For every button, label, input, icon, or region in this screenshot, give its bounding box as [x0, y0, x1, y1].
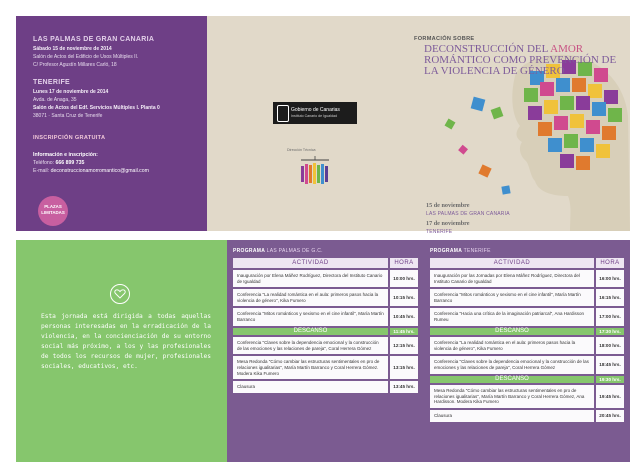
activity-cell: Inauguración por las Jornadas por Elena Máñez Rodríguez, Directora del Instituto Canario de Igualdad: [430, 270, 594, 287]
place-2: TENERIFE: [426, 229, 453, 235]
activity-cell: Conferencia "Mitos románticos y sexismo en el cine infantil", María Martín Barranco: [430, 289, 594, 306]
time-cell: 18:45 hrs.: [596, 356, 624, 373]
col-activity: ACTIVIDAD: [430, 258, 594, 268]
logo-panel: [207, 16, 420, 231]
activity-cell: DESCANSO: [430, 376, 594, 384]
table-row: [233, 270, 418, 287]
date-tenerife: Lunes 17 de noviembre de 2014: [33, 89, 109, 95]
time-cell: 20:45 hrs.: [596, 410, 624, 422]
activity-cell: Mesa Redonda "Cómo cambiar las estructuras sentimentales en pro de relaciones igualitarias", María Martín Barranco y Coral Herrera Gómez, Ana Hardisson. Modera Kika Fumero: [430, 385, 594, 408]
activity-cell: Clausura: [430, 410, 594, 422]
activity-cell: Conferencia "Mitos románticos y sexismo en el cine infantil", María Martín Barranco: [233, 308, 388, 325]
table-row: [233, 356, 418, 379]
phone-label: Teléfono:: [33, 160, 55, 166]
program-table: [430, 258, 624, 424]
table-header: [233, 258, 418, 268]
limited-seats-badge: [38, 196, 68, 226]
city-las-palmas: LAS PALMAS DE GRAN CANARIA: [33, 36, 155, 43]
program-heading: [430, 248, 491, 254]
time-cell: 16:00 hrs.: [596, 270, 624, 287]
activity-cell: Clausura: [233, 381, 388, 393]
government-logo: [273, 102, 357, 124]
activity-cell: DESCANSO: [233, 328, 388, 336]
badge-line-2: LIMITADAS: [41, 210, 65, 215]
activity-cell: Conferencia "La realidad romántica en el aula: primeros pasos hacia la violencia de género", Kika Fumero: [233, 289, 388, 306]
break-row: [233, 328, 418, 336]
time-cell: 13:45 hrs.: [390, 381, 418, 393]
table-row: [430, 308, 624, 325]
program-panel-las-palmas: [227, 240, 424, 462]
cover-panel: [414, 16, 630, 235]
table-row: [430, 337, 624, 354]
logo-subtitle: Instituto Canario de Igualdad: [291, 114, 337, 118]
table-row: [430, 410, 624, 422]
table-row: [430, 289, 624, 306]
title-highlight: AMOR: [550, 43, 584, 55]
phone-number[interactable]: 666 899 735: [55, 160, 85, 166]
info-panel: [16, 16, 207, 231]
program-label: PROGRAMA: [233, 248, 265, 254]
time-cell: 19:30 hrs.: [596, 376, 624, 384]
table-row: [430, 385, 624, 408]
inscription-title: INSCRIPCIÓN GRATUITA: [33, 135, 106, 141]
email-link[interactable]: deconstruccionamorromantico@gmail.com: [50, 168, 149, 174]
table-row: [233, 381, 418, 393]
break-row: [430, 328, 624, 336]
table-header: [430, 258, 624, 268]
program-table: [233, 258, 418, 395]
program-city: TENERIFE: [463, 248, 491, 254]
break-row: [430, 376, 624, 384]
intro-panel: [16, 240, 227, 462]
logo-title: Gobierno de Canarias: [291, 107, 340, 113]
table-row: [430, 356, 624, 373]
emblem-icon: [277, 105, 289, 122]
place-1: LAS PALMAS DE GRAN CANARIA: [426, 211, 510, 217]
time-cell: 10:45 hrs.: [390, 308, 418, 325]
activity-cell: Conferencia "Claves sobre la dependencia emocional y la construcción de las emociones y las relaciones de pareja", Coral Herrera Gómez: [233, 337, 388, 354]
email-label: E-mail:: [33, 168, 50, 174]
table-row: [233, 337, 418, 354]
table-body: [233, 270, 418, 393]
time-cell: 13:15 hrs.: [390, 356, 418, 379]
table-row: [233, 289, 418, 306]
phone-row: [33, 159, 195, 167]
col-time: HORA: [596, 258, 624, 268]
activity-cell: Conferencia "Hacia una crítica de la imaginación patriarcal", Ana Hardisson Rumeu: [430, 308, 594, 325]
date-1: 15 de noviembre: [426, 202, 470, 209]
program-label: PROGRAMA: [430, 248, 462, 254]
program-city: LAS PALMAS DE G.C.: [266, 248, 323, 254]
title-part-2: ROMÁNTICO COMO PREVENCIÓN DE LA VIOLENCIA DE GÉNERO: [424, 54, 617, 77]
time-cell: 10:00 hrs.: [390, 270, 418, 287]
technical-direction-label: Dirección Técnica: [287, 148, 316, 152]
time-cell: 17:30 hrs.: [596, 328, 624, 336]
badge-line-1: PLAZAS: [44, 204, 62, 209]
program-heading: [233, 248, 323, 254]
postal-tenerife: 38071 · Santa Cruz de Tenerife: [33, 113, 103, 119]
intro-text: Esta jornada está dirigida a todas aquellas personas interesadas en la erradicación de la violencia, en la concienciación de su entorno social más próximo, a los y las profesionales de todos los recursos de mujer, profesionales sociales, educativos, etc.: [41, 313, 211, 370]
info-label: Información e inscripción:: [33, 152, 98, 158]
col-activity: ACTIVIDAD: [233, 258, 388, 268]
time-cell: 11:45 hrs.: [390, 328, 418, 336]
table-row: [233, 308, 418, 325]
time-cell: 12:15 hrs.: [390, 337, 418, 354]
mobile-hanging-icon: [299, 156, 331, 186]
table-row: [430, 270, 624, 287]
date-las-palmas: Sábado 15 de noviembre de 2014: [33, 46, 112, 52]
table-body: [430, 270, 624, 422]
time-cell: 10:15 hrs.: [390, 289, 418, 306]
address-tenerife: Avda. de Anaga, 35: [33, 97, 77, 103]
date-2: 17 de noviembre: [426, 220, 470, 227]
program-panel-tenerife: [424, 240, 630, 462]
activity-cell: Conferencia "La realidad romántica en el aula: primeros pasos hacia la violencia de género", Kika Fumero: [430, 337, 594, 354]
activity-cell: Mesa Redonda "Cómo cambiar las estructuras sentimentales en pro de relaciones igualitarias", María Martín Barranco y Coral Herrera Gómez. Modera Kika Fumero: [233, 356, 388, 379]
col-time: HORA: [390, 258, 418, 268]
cover-title: [424, 44, 624, 77]
email-row: [33, 167, 195, 175]
activity-cell: DESCANSO: [430, 328, 594, 336]
time-cell: 17:00 hrs.: [596, 308, 624, 325]
address-las-palmas: C/ Profesor Agustín Millares Carló, 18: [33, 62, 117, 68]
time-cell: 18:00 hrs.: [596, 337, 624, 354]
venue-las-palmas: Salón de Actos del Edificio de Usos Múltiples II.: [33, 54, 139, 60]
time-cell: 19:45 hrs.: [596, 385, 624, 408]
city-tenerife: TENERIFE: [33, 79, 71, 86]
cover-kicker: FORMACIÓN SOBRE: [414, 36, 475, 42]
activity-cell: Conferencia "Claves sobre la dependencia emocional y la construcción de las emociones y las relaciones de pareja", Coral Herrera Gómez: [430, 356, 594, 373]
title-part-1: DECONSTRUCCIÓN DEL: [424, 43, 548, 55]
time-cell: 16:15 hrs.: [596, 289, 624, 306]
venue-tenerife: Salón de Actos del Edf. Servicios Múltiples I. Planta 0: [33, 105, 160, 111]
activity-cell: Inauguración por Elena Máñez Rodríguez, Directora del Instituto Canario de Igualdad: [233, 270, 388, 287]
heart-icon: [110, 284, 130, 304]
